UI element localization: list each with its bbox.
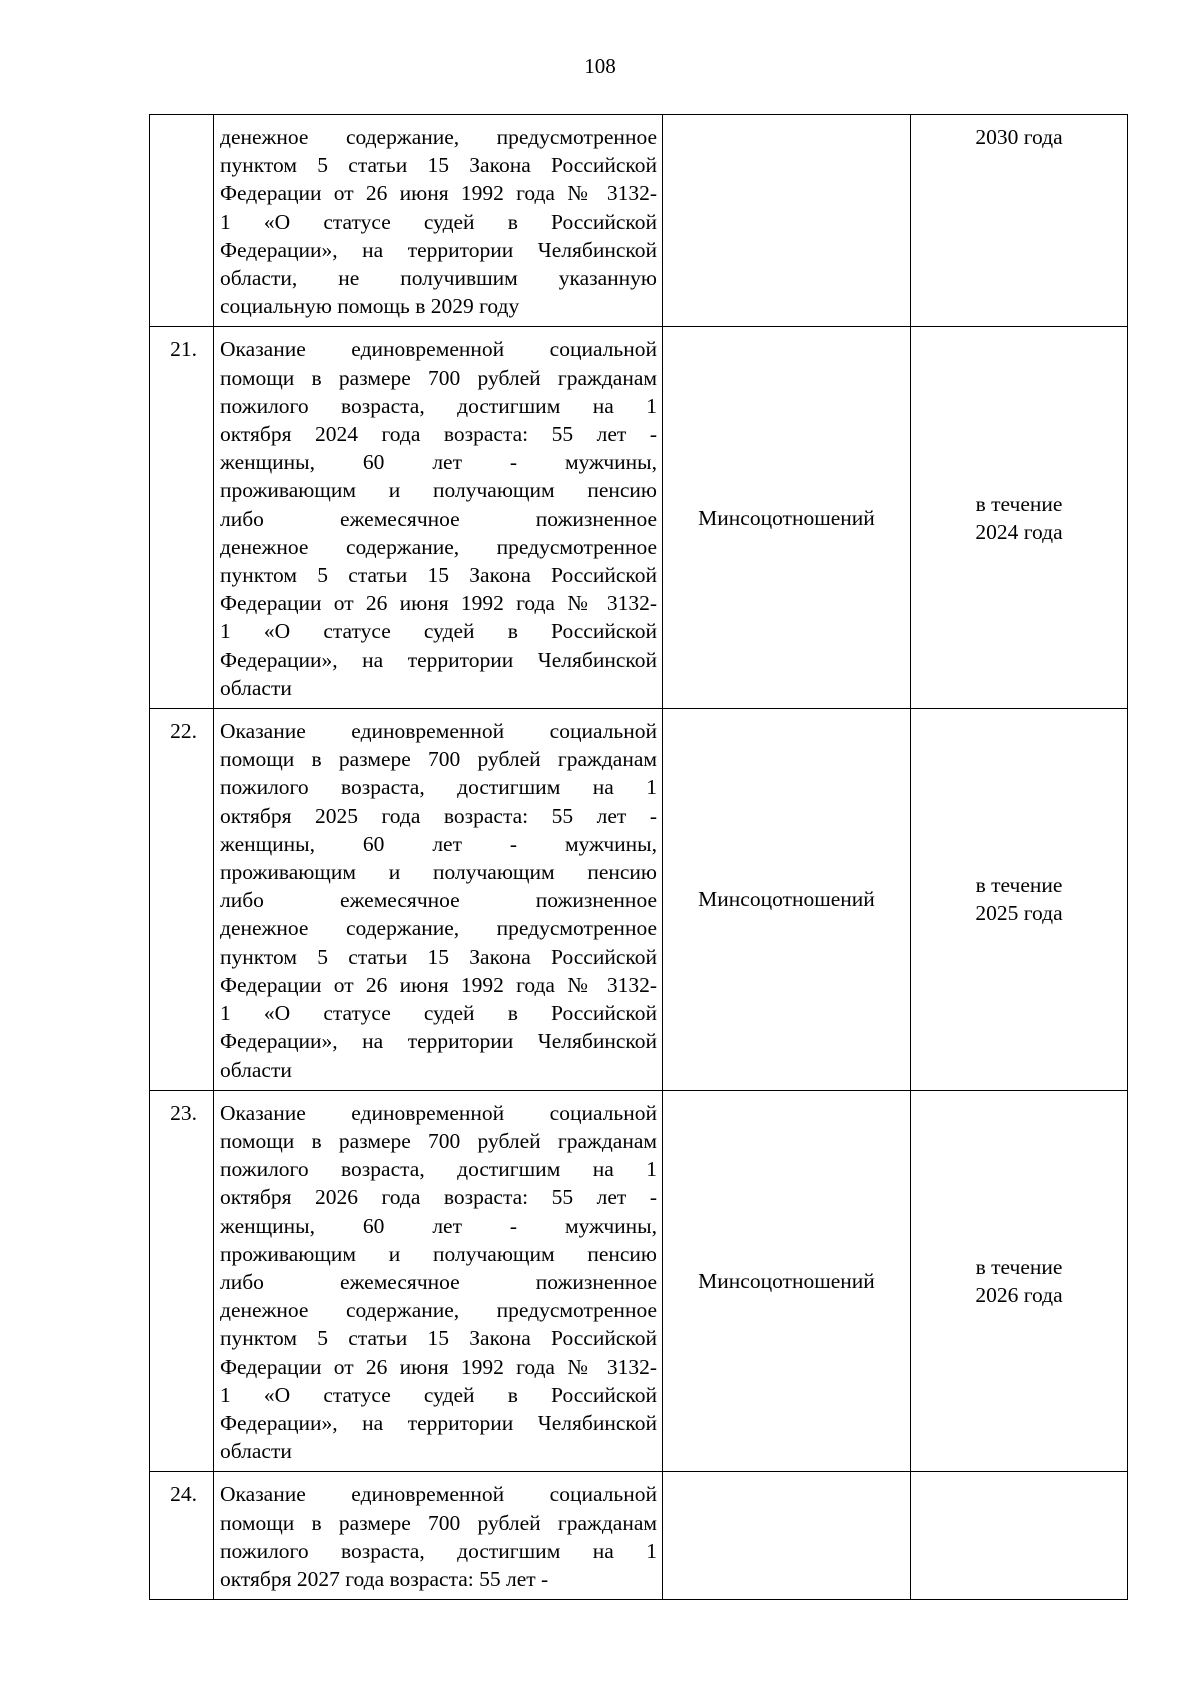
table-body — [150, 115, 1128, 1600]
description-line: Федерации от 26 июня 1992 года № 3132- — [220, 181, 657, 206]
row-number: 22. — [150, 709, 214, 1091]
description-line: пунктом 5 статьи 15 Закона Российской — [220, 563, 657, 588]
description-line: 1 «О статусе судей в Российской — [220, 619, 657, 644]
row-number: 23. — [150, 1090, 214, 1472]
description-line: области — [220, 675, 292, 700]
description-line: либо ежемесячное пожизненное — [220, 1269, 657, 1294]
table-row — [150, 115, 1128, 327]
row-number — [150, 115, 214, 327]
description-line: области — [220, 1439, 292, 1464]
measure-description — [214, 1090, 663, 1472]
table-row — [150, 327, 1128, 709]
table-row — [150, 1472, 1128, 1600]
description-line: денежное содержание, предусмотренное — [220, 534, 657, 559]
description-line: Федерации», на территории Челябинской — [220, 647, 657, 672]
row-number: 21. — [150, 327, 214, 709]
description-line: 1 «О статусе судей в Российской — [220, 209, 657, 234]
measure-description — [214, 709, 663, 1091]
table-row — [150, 709, 1128, 1091]
description-line: Федерации», на территории Челябинской — [220, 1029, 657, 1054]
description-line: октября 2025 года возраста: 55 лет - — [220, 803, 657, 828]
description-line: пожилого возраста, достигшим на 1 — [220, 393, 657, 418]
description-line: денежное содержание, предусмотренное — [220, 125, 657, 149]
execution-term — [911, 709, 1128, 1091]
description-line: Федерации», на территории Челябинской — [220, 237, 657, 262]
description-line: Федерации от 26 июня 1992 года № 3132- — [220, 591, 657, 616]
description-line: женщины, 60 лет - мужчины, — [220, 831, 657, 856]
description-line: либо ежемесячное пожизненное — [220, 506, 657, 531]
description-line: проживающим и получающим пенсию — [220, 478, 657, 503]
execution-term — [911, 327, 1128, 709]
responsible-executor — [663, 115, 911, 327]
description-line: пожилого возраста, достигшим на 1 — [220, 775, 657, 800]
page-number: 108 — [584, 54, 616, 78]
description-line: октября 2026 года возраста: 55 лет - — [220, 1185, 657, 1210]
term-line: 2024 года — [975, 519, 1063, 544]
measures-table — [149, 114, 1128, 1600]
description-line: пунктом 5 статьи 15 Закона Российской — [220, 1326, 657, 1351]
row-number: 24. — [150, 1472, 214, 1600]
description-line: области — [220, 1057, 292, 1082]
responsible-executor: Минсоцотношений — [663, 1090, 911, 1472]
term-line: в течение — [975, 491, 1063, 516]
measure-description — [214, 115, 663, 327]
description-line: Федерации», на территории Челябинской — [220, 1410, 657, 1435]
measure-description — [214, 1472, 663, 1600]
description-line: помощи в размере 700 рублей гражданам — [220, 1510, 657, 1535]
measure-description — [214, 327, 663, 709]
description-line: пожилого возраста, достигшим на 1 — [220, 1157, 657, 1182]
description-line: денежное содержание, предусмотренное — [220, 1298, 657, 1323]
term-line: 2025 года — [975, 901, 1063, 926]
description-line: 1 «О статусе судей в Российской — [220, 1382, 657, 1407]
table-row — [150, 1090, 1128, 1472]
description-line: либо ежемесячное пожизненное — [220, 888, 657, 913]
description-line: помощи в размере 700 рублей гражданам — [220, 1128, 657, 1153]
description-line: Федерации от 26 июня 1992 года № 3132- — [220, 972, 657, 997]
description-line: октября 2024 года возраста: 55 лет - — [220, 422, 657, 447]
description-line: женщины, 60 лет - мужчины, — [220, 1213, 657, 1238]
description-line: 1 «О статусе судей в Российской — [220, 1001, 657, 1026]
term-line: 2026 года — [975, 1283, 1063, 1308]
description-line: Федерации от 26 июня 1992 года № 3132- — [220, 1354, 657, 1379]
responsible-executor: Минсоцотношений — [663, 327, 911, 709]
description-line: Оказание единовременной социальной — [220, 719, 657, 744]
description-line: женщины, 60 лет - мужчины, — [220, 450, 657, 475]
responsible-executor — [663, 1472, 911, 1600]
description-line: помощи в размере 700 рублей гражданам — [220, 747, 657, 772]
execution-term — [911, 1090, 1128, 1472]
execution-term — [911, 115, 1128, 327]
description-line: денежное содержание, предусмотренное — [220, 916, 657, 941]
term-line: в течение — [975, 1254, 1063, 1279]
description-line: области, не получившим указанную — [220, 266, 657, 291]
responsible-executor: Минсоцотношений — [663, 709, 911, 1091]
description-line: помощи в размере 700 рублей гражданам — [220, 365, 657, 390]
description-line: социальную помощь в 2029 году — [220, 294, 520, 319]
term-line: в течение — [975, 873, 1063, 898]
description-line: Оказание единовременной социальной — [220, 1482, 657, 1507]
term-line: 2030 года — [975, 125, 1063, 149]
description-line: октября 2027 года возраста: 55 лет - — [220, 1566, 549, 1591]
description-line: проживающим и получающим пенсию — [220, 860, 657, 885]
description-line: Оказание единовременной социальной — [220, 1100, 657, 1125]
description-line: пунктом 5 статьи 15 Закона Российской — [220, 153, 657, 178]
description-line: пунктом 5 статьи 15 Закона Российской — [220, 944, 657, 969]
description-line: Оказание единовременной социальной — [220, 337, 657, 362]
execution-term — [911, 1472, 1128, 1600]
description-line: пожилого возраста, достигшим на 1 — [220, 1538, 657, 1563]
description-line: проживающим и получающим пенсию — [220, 1241, 657, 1266]
